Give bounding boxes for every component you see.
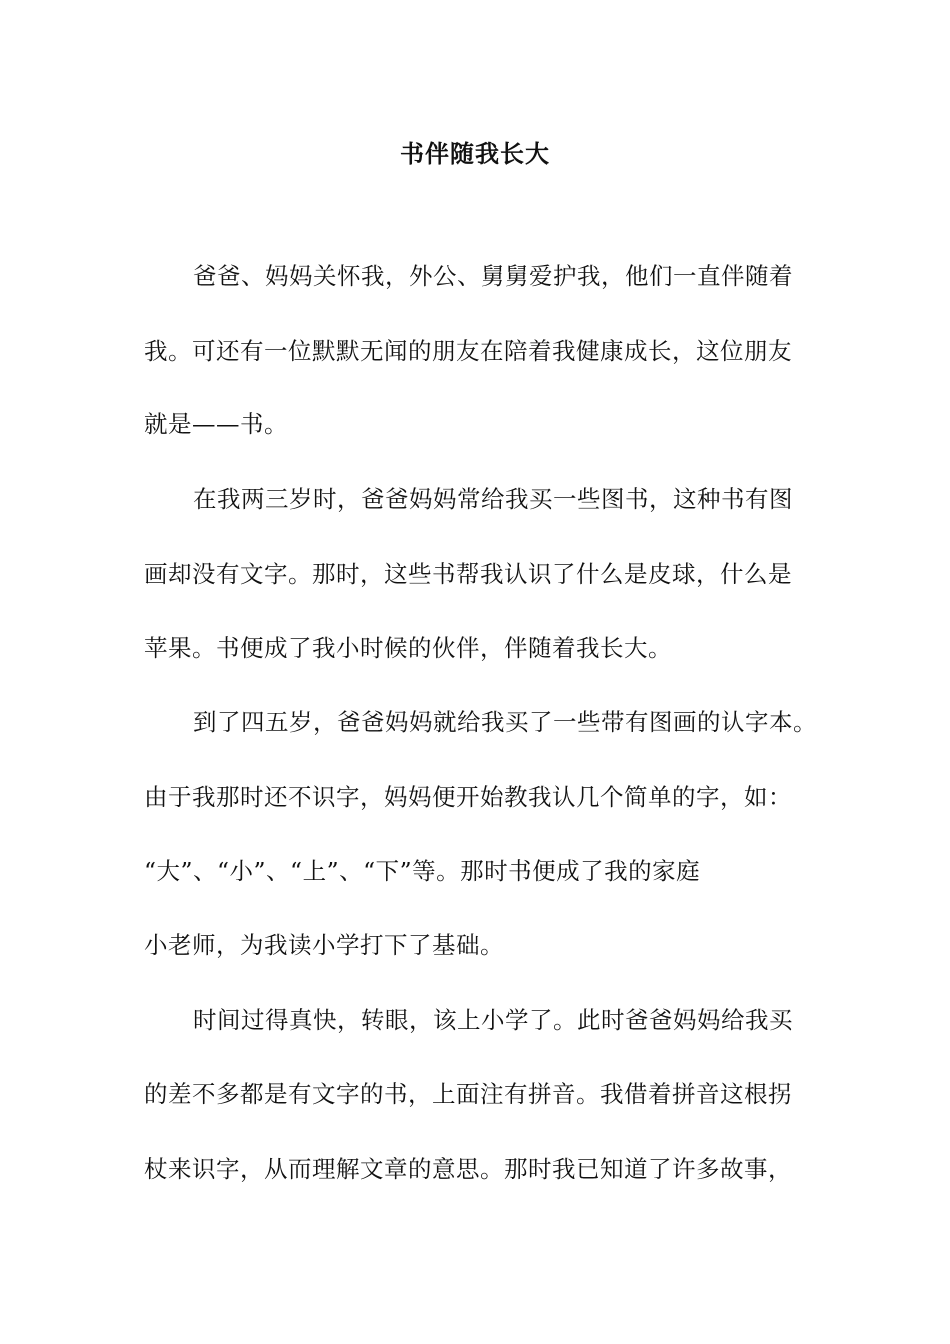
paragraph-1-line-1: 爸爸、妈妈关怀我，外公、舅舅爱护我，他们一直伴随着 [193,262,793,290]
paragraph-2-line-2: 画却没有文字。那时，这些书帮我认识了什么是皮球，什么是 [144,560,792,588]
paragraph-1-line-3: 就是——书。 [144,410,288,438]
paragraph-2-line-3: 苹果。书便成了我小时候的伙伴，伴随着我长大。 [144,634,672,662]
paragraph-1-line-2: 我。可还有一位默默无闻的朋友在陪着我健康成长，这位朋友 [144,337,792,365]
paragraph-4-line-2: 的差不多都是有文字的书，上面注有拼音。我借着拼音这根拐 [144,1080,792,1108]
paragraph-3-line-1: 到了四五岁，爸爸妈妈就给我买了一些带有图画的认字本。 [193,708,817,736]
paragraph-2-line-1: 在我两三岁时，爸爸妈妈常给我买一些图书，这种书有图 [193,485,793,513]
paragraph-4-line-1: 时间过得真快，转眼，该上小学了。此时爸爸妈妈给我买 [193,1006,793,1034]
paragraph-4-line-3: 杖来识字，从而理解文章的意思。那时我已知道了许多故事， [144,1155,792,1183]
paragraph-3-line-3: “大”、“小”、“上”、“下”等。那时书便成了我的家庭 [144,857,701,885]
page-title: 书伴随我长大 [400,139,550,168]
paragraph-3-line-2: 由于我那时还不识字，妈妈便开始教我认几个简单的字，如： [144,783,792,811]
paragraph-3-line-4: 小老师，为我读小学打下了基础。 [144,931,504,959]
